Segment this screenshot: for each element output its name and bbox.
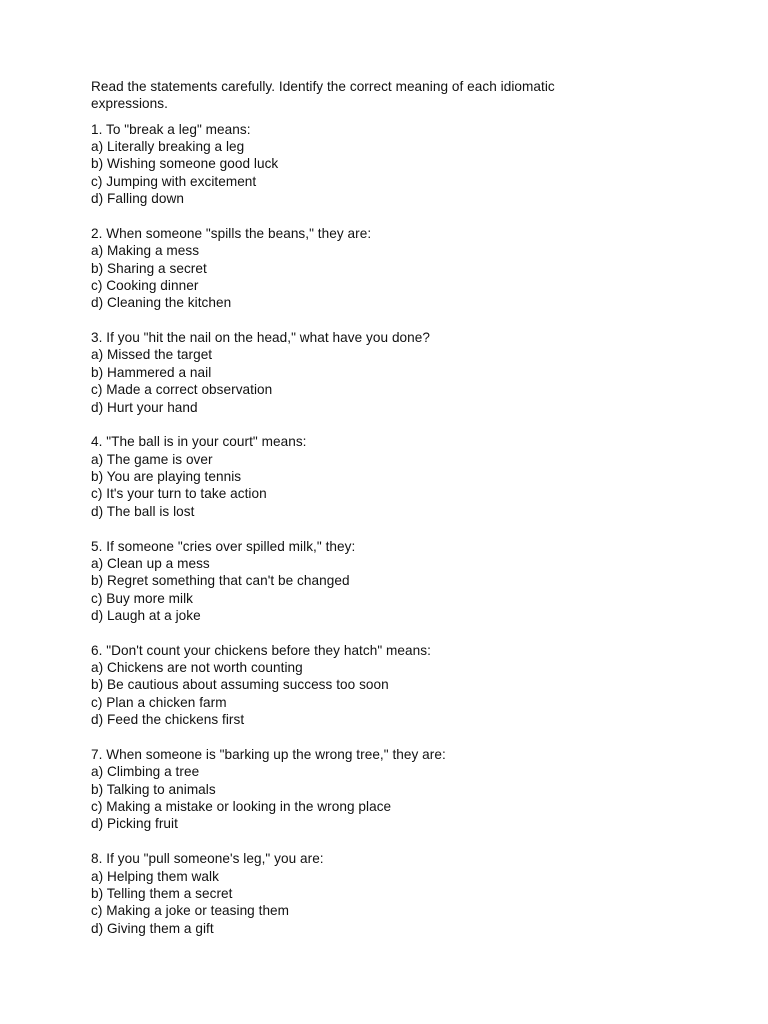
question-text: 5. If someone "cries over spilled milk," they: bbox=[91, 538, 356, 554]
option-a: a) Clean up a mess bbox=[91, 555, 210, 571]
option-c: c) Plan a chicken farm bbox=[91, 694, 227, 710]
option-a: a) The game is over bbox=[91, 451, 213, 467]
option-b: b) Talking to animals bbox=[91, 781, 216, 797]
question-7 bbox=[91, 746, 691, 833]
option-a: a) Making a mess bbox=[91, 243, 200, 259]
option-c: c) Buy more milk bbox=[91, 590, 194, 606]
option-c: c) Made a correct observation bbox=[91, 382, 273, 398]
question-3 bbox=[91, 329, 691, 416]
option-d: d) Falling down bbox=[91, 191, 184, 207]
option-d: d) Feed the chickens first bbox=[91, 712, 245, 728]
document-page bbox=[91, 78, 691, 954]
option-a: a) Chickens are not worth counting bbox=[91, 660, 303, 676]
instructions: Read the statements carefully. Identify the correct meaning of each idiomatic expressions. bbox=[91, 79, 555, 112]
question-text: 7. When someone is "barking up the wrong tree," they are: bbox=[91, 747, 446, 762]
option-d: d) Picking fruit bbox=[91, 816, 178, 832]
question-text: 6. "Don't count your chickens before they hatch" means: bbox=[91, 642, 431, 658]
option-b: b) Be cautious about assuming success too soon bbox=[91, 677, 389, 693]
question-text: 1. To "break a leg" means: bbox=[91, 121, 251, 137]
question-6 bbox=[91, 642, 691, 729]
option-b: b) Sharing a secret bbox=[91, 260, 207, 276]
question-text: 8. If you "pull someone's leg," you are: bbox=[91, 851, 324, 867]
option-b: b) Wishing someone good luck bbox=[91, 156, 279, 172]
question-2 bbox=[91, 225, 691, 312]
question-text: 2. When someone "spills the beans," they are: bbox=[91, 225, 372, 241]
option-d: d) Laugh at a joke bbox=[91, 607, 201, 623]
option-d: d) The ball is lost bbox=[91, 503, 195, 519]
question-text: 3. If you "hit the nail on the head," what have you done? bbox=[91, 330, 430, 346]
option-c: c) Cooking dinner bbox=[91, 277, 199, 293]
option-d: d) Giving them a gift bbox=[91, 920, 214, 936]
option-d: d) Hurt your hand bbox=[91, 399, 198, 415]
option-a: a) Helping them walk bbox=[91, 868, 219, 884]
option-a: a) Climbing a tree bbox=[91, 764, 200, 780]
option-b: b) You are playing tennis bbox=[91, 469, 242, 485]
question-8 bbox=[91, 850, 691, 937]
option-c: c) Jumping with excitement bbox=[91, 173, 257, 189]
option-b: b) Regret something that can't be changed bbox=[91, 573, 350, 589]
option-a: a) Missed the target bbox=[91, 347, 213, 363]
option-b: b) Hammered a nail bbox=[91, 364, 212, 380]
option-b: b) Telling them a secret bbox=[91, 885, 233, 901]
option-d: d) Cleaning the kitchen bbox=[91, 295, 232, 311]
option-a: a) Literally breaking a leg bbox=[91, 139, 245, 155]
question-1 bbox=[91, 121, 691, 208]
question-4 bbox=[91, 433, 691, 520]
option-c: c) Making a mistake or looking in the wrong place bbox=[91, 799, 392, 815]
option-c: c) Making a joke or teasing them bbox=[91, 903, 290, 919]
question-5 bbox=[91, 538, 691, 625]
question-text: 4. "The ball is in your court" means: bbox=[91, 434, 307, 450]
option-c: c) It's your turn to take action bbox=[91, 486, 267, 502]
